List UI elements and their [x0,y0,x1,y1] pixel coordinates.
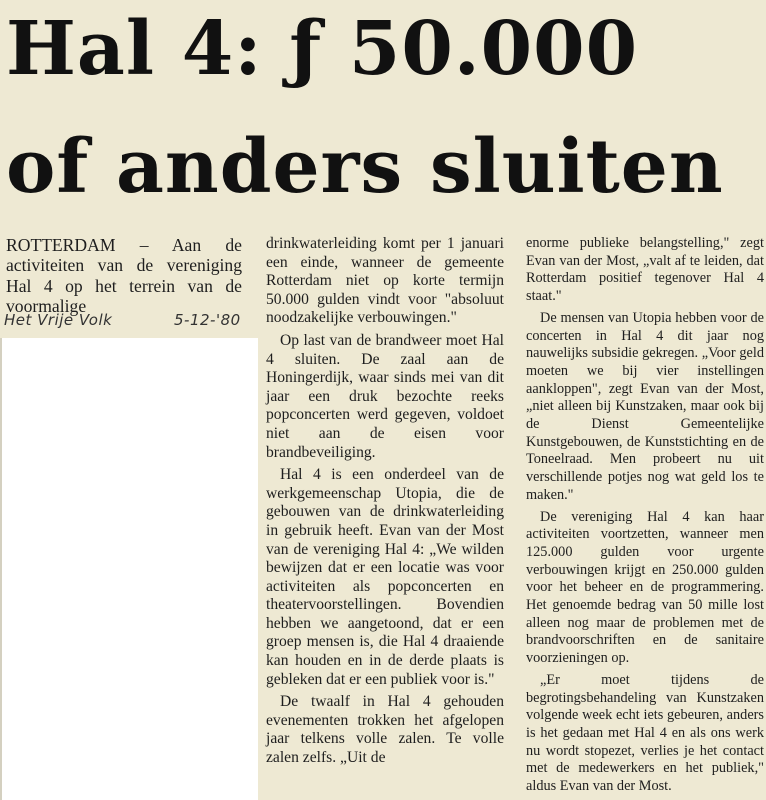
article-column-2 [266,235,504,772]
paragraph: De vereniging Hal 4 kan haar activiteiten voortzetten, wanneer men 125.000 gulden voor urgente verbouwingen krijgt en 250.000 gulden voor het beheer en de programmering. Het genoemde bedrag van 50 mille lost alleen nog maar de problemen met de brandvoorschriften en de sanitaire voorzieningen op. [526,508,764,667]
paragraph: „Er moet tijdens de begrotingsbehandeling van Kunstzaken volgende week echt iets gebeuren, anders is het gedaan met Hal 4 en als ons werk nu wordt stopezet, verlies je het contact met de medewerkers en het publiek," aldus Evan van der Most. [526,671,764,795]
blank-cutout-area [0,338,258,800]
handwritten-source: Het Vrije Volk [4,311,113,329]
paragraph: drinkwaterleiding komt per 1 januari een einde, wanneer de gemeente Rotterdam niet op korte termijn 50.000 gulden vindt voor "absoluut noodzakelijke verbouwingen." [266,235,504,327]
paragraph: De mensen van Utopia hebben voor de concerten in Hal 4 dit jaar nog nauwelijks subsidie gekregen. „Voor geld moeten we bij vier instellingen aankloppen", zegt Evan van der Most, „niet alleen bij Kunstzaken, maar ook bij de Dienst Gemeentelijke Kunstgebouwen, de Kunststichting en de Toneelraad. Men probeert nu uit verschillende potjes nog wat geld los te maken." [526,309,764,503]
paragraph: Op last van de brandweer moet Hal 4 sluiten. De zaal aan de Honingerdijk, waar sinds mei van dit jaar een druk bezochte reeks popconcerten werd gegeven, voldoet niet aan de eisen voor brandbeveiliging. [266,331,504,461]
paragraph: De twaalf in Hal 4 gehouden evenementen trokken het afgelopen jaar telkens volle zalen. Te volle zalen zelfs. „Uit de [266,693,504,767]
headline-line-2: of anders sluiten [6,124,724,210]
paragraph: enorme publieke belangstelling," zegt Evan van der Most, „valt af te leiden, dat Rotterdam positief tegenover Hal 4 staat." [526,235,764,305]
lead-paragraph: ROTTERDAM – Aan de activiteiten van de vereniging Hal 4 op het terrein van de voormalige [6,235,242,317]
handwritten-source-note [4,311,244,335]
article-column-3 [526,235,764,800]
headline-line-1: Hal 4: ƒ 50.000 [6,6,639,92]
paragraph: Hal 4 is een onderdeel van de werkgemeenschap Utopia, die de gebouwen van de drinkwaterleiding in gebruik heeft. Evan van der Most van de vereniging Hal 4: „We wilden bewijzen dat er een locatie was voor activiteiten als popconcerten en theatervoorstellingen. Bovendien hebben we aangetoond, dat er een groep mensen is, die Hal 4 draaiende kan houden en in de derde plaats is gebleken dat er een publiek voor is." [266,466,504,688]
article-column-1 [6,235,242,321]
handwritten-date: 5-12-'80 [174,311,241,329]
